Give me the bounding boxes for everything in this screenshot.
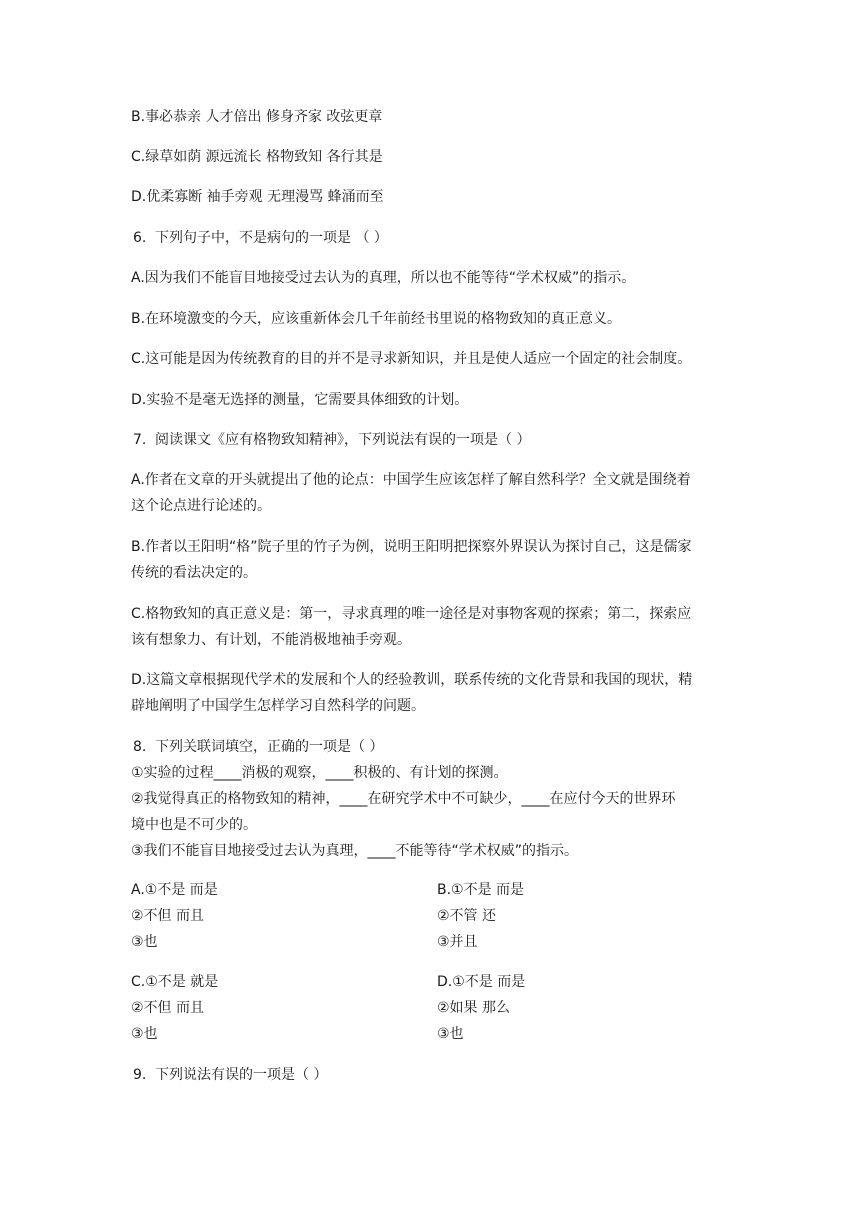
q6-stem: [133, 228, 733, 248]
q5-option-b: B.事必恭亲 人才倍出 修身齐家 改弦更章: [131, 109, 383, 125]
q8-stem-text: 下列关联词填空，正确的一项是（ ）: [155, 739, 384, 755]
q8-option-b-line: B.①不是 而是: [437, 882, 525, 898]
q8-option-c: [131, 969, 218, 1047]
q6-option-d: D.实验不是毫无选择的测量，它需要具体细致的计划。: [131, 392, 469, 408]
q8-option-d-line: D.①不是 而是: [437, 974, 526, 990]
q8-option-a: [131, 877, 218, 955]
q7-option-b-line1: B.作者以王阳明“格”院子里的竹子为例，说明王阳明把探察外界误认为探讨自己，这是儒家: [131, 539, 692, 555]
q8-option-b: [437, 877, 524, 955]
q8-number: 8.: [133, 739, 147, 755]
q6-option-b: B.在环境激变的今天，应该重新体会几千年前经书里说的格物致知的真正意义。: [131, 311, 622, 327]
q8-sentence-1: ①实验的过程____消极的观察，____积极的、有计划的探测。: [131, 765, 508, 781]
q8-option-b-line: ③并且: [437, 934, 478, 950]
q9-stem-text: 下列说法有误的一项是（ ）: [155, 1067, 328, 1083]
q7-option-b-line2: 传统的看法决定的。: [131, 565, 257, 581]
q6-option-a: A.因为我们不能盲目地接受过去认为的真理，所以也不能等待“学术权威”的指示。: [131, 270, 636, 286]
q8-option-c-line: ②不但 而且: [131, 1000, 205, 1016]
q6-number: 6.: [133, 230, 147, 246]
q8-sentence-2-line1: ②我觉得真正的格物致知的精神，____在研究学术中不可缺少，____在应付今天的世界环: [131, 791, 676, 807]
q7-option-d-line2: 辟地阐明了中国学生怎样学习自然科学的问题。: [131, 698, 425, 714]
q8-stem: [133, 737, 733, 757]
q8-sentence-3: ③我们不能盲目地接受过去认为真理，____不能等待“学术权威”的指示。: [131, 843, 579, 859]
q8-option-a-line: ②不但 而且: [131, 908, 205, 924]
q8-option-a-line: A.①不是 而是: [131, 882, 218, 898]
q7-option-a-line1: A.作者在文章的开头就提出了他的论点：中国学生应该怎样了解自然科学？全文就是围绕着: [131, 472, 691, 488]
q5-option-d: D.优柔寡断 袖手旁观 无理漫骂 蜂涌而至: [131, 189, 384, 205]
q7-stem: [133, 430, 733, 450]
q7-option-d-line1: D.这篇文章根据现代学术的发展和个人的经验教训，联系传统的文化背景和我国的现状，精: [131, 672, 693, 688]
q8-option-b-line: ②不管 还: [437, 908, 497, 924]
q8-option-c-line: ③也: [131, 1026, 158, 1042]
q7-number: 7.: [133, 432, 147, 448]
q8-sentence-2-line2: 境中也是不可少的。: [131, 817, 257, 833]
q8-option-a-line: ③也: [131, 934, 158, 950]
q8-option-d-line: ③也: [437, 1026, 464, 1042]
q8-option-d: [437, 969, 525, 1047]
q6-option-c: C.这可能是因为传统教育的目的并不是寻求新知识，并且是使人适应一个固定的社会制度。: [131, 351, 692, 367]
q7-option-c-line2: 该有想象力、有计划，不能消极地袖手旁观。: [131, 632, 411, 648]
q9-number: 9.: [133, 1067, 147, 1083]
q5-option-c: C.绿草如荫 源远流长 格物致知 各行其是: [131, 149, 383, 165]
q7-option-a-line2: 这个论点进行论述的。: [131, 498, 271, 514]
q9-stem: [133, 1065, 733, 1085]
q6-stem-text: 下列句子中，不是病句的一项是 （ ）: [155, 230, 388, 246]
q8-option-d-line: ②如果 那么: [437, 1000, 511, 1016]
q8-option-c-line: C.①不是 就是: [131, 974, 219, 990]
q7-stem-text: 阅读课文《应有格物致知精神》，下列说法有误的一项是（ ）: [155, 432, 531, 448]
q7-option-c-line1: C.格物致知的真正意义是：第一，寻求真理的唯一途径是对事物客观的探索；第二，探索应: [131, 606, 692, 622]
